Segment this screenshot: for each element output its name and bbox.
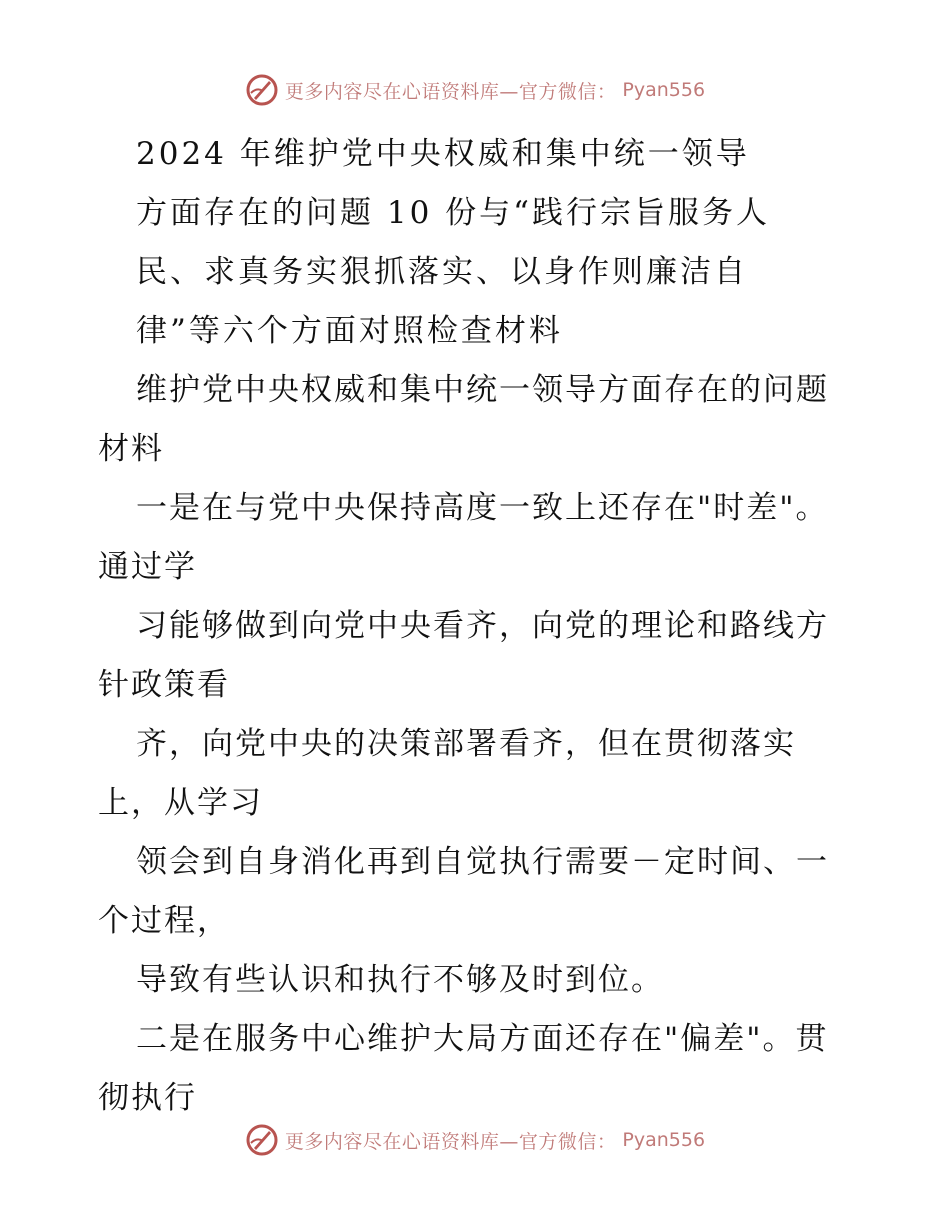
body-line: 维护党中央权威和集中统一领导方面存在的问题 — [136, 372, 829, 408]
body-line: 针政策看 — [98, 667, 230, 703]
body-line: 导致有些认识和执行不够及时到位。 — [136, 962, 664, 998]
body-line: 材料 — [98, 431, 164, 467]
quill-logo-icon — [245, 73, 279, 107]
watermark-text: 更多内容尽在心语资料库—官方微信： — [284, 1130, 617, 1153]
document-body — [98, 125, 858, 1128]
body-line: 领会到自身消化再到自觉执行需要－定时间、一 — [136, 844, 829, 880]
quill-logo-icon — [245, 1123, 279, 1157]
watermark-text: 更多内容尽在心语资料库—官方微信： — [284, 80, 617, 103]
body-line: 个过程， — [98, 903, 230, 939]
body-line: 彻执行 — [98, 1080, 197, 1116]
body-line: 上，从学习 — [98, 785, 263, 821]
watermark-wechat-id: Pyan556 — [622, 79, 706, 101]
watermark-wechat-id: Pyan556 — [622, 1129, 706, 1151]
title-line: 方面存在的问题 10 份与“践行宗旨服务人 — [136, 195, 771, 231]
title-line: 2024 年维护党中央权威和集中统一领导 — [136, 136, 750, 172]
body-line: 习能够做到向党中央看齐，向党的理论和路线方 — [136, 608, 829, 644]
footer-watermark — [0, 1120, 950, 1160]
body-line: 齐，向党中央的决策部署看齐，但在贯彻落实 — [136, 726, 796, 762]
body-line: 通过学 — [98, 549, 197, 585]
title-line: 律”等六个方面对照检查材料 — [136, 313, 563, 349]
body-line: 二是在服务中心维护大局方面还存在"偏差"。贯 — [136, 1021, 829, 1057]
body-line: 一是在与党中央保持高度一致上还存在"时差"。 — [136, 490, 829, 526]
title-line: 民、求真务实狠抓落实、以身作则廉洁自 — [136, 254, 748, 290]
header-watermark — [0, 70, 950, 110]
